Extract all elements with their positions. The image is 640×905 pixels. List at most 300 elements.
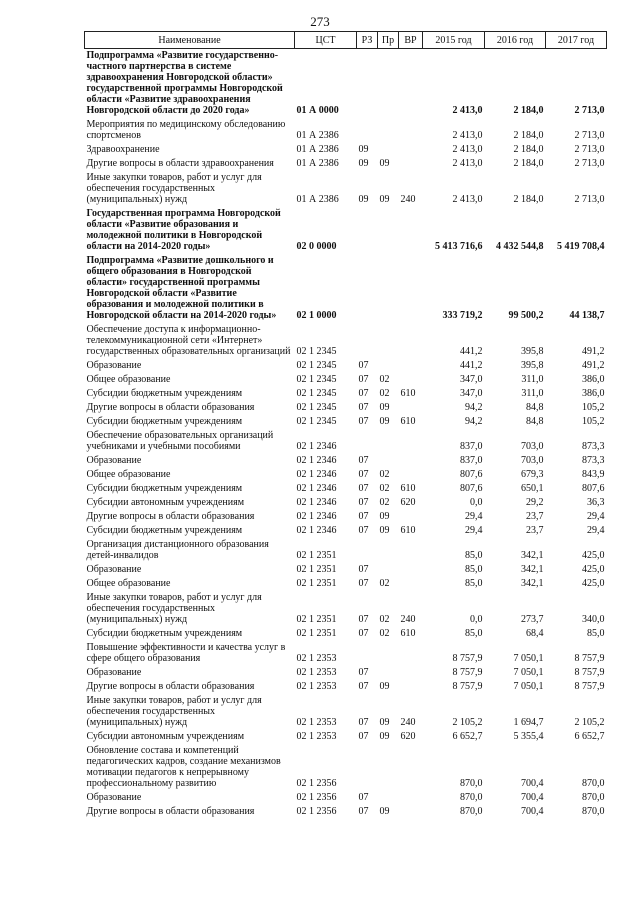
row-value-2016: 395,8	[521, 360, 544, 371]
row-rz-code: 07	[358, 483, 369, 494]
row-value-2016: 7 050,1	[513, 667, 544, 678]
row-value-2015: 870,0	[460, 778, 483, 789]
row-value-2017: 2 713,0	[574, 158, 605, 169]
row-cst-code: 02 1 2345	[296, 388, 337, 399]
row-value-2016: 2 184,0	[513, 105, 544, 116]
row-value-2017: 85,0	[587, 628, 605, 639]
row-value-2017: 105,2	[582, 416, 605, 427]
row-value-2015: 85,0	[465, 628, 483, 639]
row-pr-code: 02	[379, 483, 390, 494]
row-cst-code: 02 1 2345	[296, 374, 337, 385]
row-vr-code	[399, 254, 423, 323]
table-row	[85, 496, 607, 510]
row-vr-code	[399, 454, 423, 468]
row-pr-code	[378, 429, 399, 454]
row-value-2016: 703,0	[521, 441, 544, 452]
row-value-2015: 0,0	[470, 497, 483, 508]
table-row	[85, 482, 607, 496]
row-pr-code	[378, 454, 399, 468]
row-value-2015: 2 413,0	[452, 130, 483, 141]
row-value-2015: 2 413,0	[452, 158, 483, 169]
row-value-2015: 8 757,9	[452, 653, 483, 664]
row-cst-code: 01 А 2386	[296, 130, 339, 141]
row-vr-code	[399, 323, 423, 359]
table-row	[85, 627, 607, 641]
row-rz-code: 07	[358, 792, 369, 803]
row-rz-code	[357, 323, 378, 359]
row-value-2017: 44 138,7	[569, 310, 605, 321]
table-row	[85, 415, 607, 429]
row-value-2015: 347,0	[460, 388, 483, 399]
row-cst-code: 02 1 2351	[296, 614, 337, 625]
column-header-vr: ВР	[399, 32, 423, 49]
row-name: Мероприятия по медицинскому обследованию спортсменов	[86, 119, 286, 141]
row-cst-code: 02 1 2345	[296, 416, 337, 427]
row-cst-code: 02 1 2356	[296, 778, 337, 789]
row-value-2016: 700,4	[521, 806, 544, 817]
column-header-cst: ЦСТ	[295, 32, 357, 49]
table-row	[85, 359, 607, 373]
row-vr-code	[399, 744, 423, 791]
row-name: Образование	[86, 360, 142, 371]
table-row	[85, 143, 607, 157]
row-vr-code	[399, 538, 423, 563]
row-rz-code: 07	[358, 388, 369, 399]
row-pr-code	[378, 359, 399, 373]
table-row	[85, 641, 607, 666]
row-name: Другие вопросы в области образования	[86, 402, 255, 413]
row-vr-code	[399, 468, 423, 482]
row-name: Образование	[86, 455, 142, 466]
row-value-2016: 99 500,2	[508, 310, 544, 321]
row-value-2017: 386,0	[582, 374, 605, 385]
row-name: Общее образование	[86, 374, 171, 385]
row-cst-code: 01 А 2386	[296, 144, 339, 155]
row-value-2016: 679,3	[521, 469, 544, 480]
column-header-name: Наименование	[85, 32, 295, 49]
table-row	[85, 805, 607, 819]
row-name: Другие вопросы в области образования	[86, 511, 255, 522]
row-value-2017: 843,9	[582, 469, 605, 480]
row-cst-code: 02 1 2346	[296, 483, 337, 494]
row-name: Здравоохранение	[86, 144, 160, 155]
row-value-2016: 7 050,1	[513, 681, 544, 692]
row-pr-code: 09	[379, 158, 390, 169]
row-pr-code: 09	[379, 416, 390, 427]
table-row	[85, 538, 607, 563]
row-value-2016: 7 050,1	[513, 653, 544, 664]
row-vr-code	[399, 143, 423, 157]
row-pr-code	[378, 143, 399, 157]
row-name: Иные закупки товаров, работ и услуг для обеспечения государственных (муниципальных) нужд	[86, 172, 262, 205]
row-vr-code	[399, 373, 423, 387]
row-value-2017: 6 652,7	[574, 731, 605, 742]
row-rz-code: 07	[358, 614, 369, 625]
row-name: Образование	[86, 564, 142, 575]
row-rz-code: 07	[358, 717, 369, 728]
row-cst-code: 02 1 2345	[296, 346, 337, 357]
row-cst-code: 01 А 0000	[296, 105, 339, 116]
row-value-2015: 2 413,0	[452, 194, 483, 205]
row-cst-code: 02 1 2353	[296, 717, 337, 728]
row-vr-code	[399, 401, 423, 415]
row-value-2015: 5 413 716,6	[435, 241, 483, 252]
row-value-2016: 395,8	[521, 346, 544, 357]
row-value-2015: 807,6	[460, 483, 483, 494]
row-pr-code: 09	[379, 806, 390, 817]
row-pr-code	[378, 666, 399, 680]
row-cst-code: 02 1 2346	[296, 469, 337, 480]
row-name: Иные закупки товаров, работ и услуг для обеспечения государственных (муниципальных) нужд	[86, 695, 262, 728]
row-value-2015: 0,0	[470, 614, 483, 625]
table-row	[85, 49, 607, 119]
table-row	[85, 171, 607, 207]
row-value-2016: 5 355,4	[513, 731, 544, 742]
row-value-2017: 8 757,9	[574, 667, 605, 678]
row-pr-code: 02	[379, 469, 390, 480]
row-value-2016: 2 184,0	[513, 158, 544, 169]
row-vr-code	[399, 805, 423, 819]
row-value-2016: 23,7	[526, 525, 544, 536]
row-rz-code	[357, 744, 378, 791]
row-name: Повышение эффективности и качества услуг в сфере общего образования	[86, 642, 286, 664]
row-name: Субсидии автономным учреждениям	[86, 497, 245, 508]
row-value-2017: 340,0	[582, 614, 605, 625]
row-name: Общее образование	[86, 469, 171, 480]
row-rz-code: 07	[358, 469, 369, 480]
row-value-2015: 347,0	[460, 374, 483, 385]
row-pr-code	[378, 118, 399, 143]
row-value-2016: 2 184,0	[513, 194, 544, 205]
row-value-2015: 441,2	[460, 360, 483, 371]
row-vr-code: 240	[400, 717, 416, 728]
row-rz-code: 07	[358, 360, 369, 371]
row-value-2017: 8 757,9	[574, 681, 605, 692]
row-pr-code: 02	[379, 614, 390, 625]
table-row	[85, 577, 607, 591]
row-vr-code: 610	[400, 416, 416, 427]
row-pr-code: 02	[379, 628, 390, 639]
row-value-2015: 8 757,9	[452, 681, 483, 692]
row-name: Субсидии бюджетным учреждениям	[86, 525, 243, 536]
row-pr-code	[378, 207, 399, 254]
row-name: Образование	[86, 792, 142, 803]
row-vr-code	[399, 563, 423, 577]
row-pr-code	[378, 791, 399, 805]
row-value-2015: 94,2	[465, 402, 483, 413]
row-value-2015: 94,2	[465, 416, 483, 427]
row-pr-code: 02	[379, 497, 390, 508]
row-value-2017: 873,3	[582, 441, 605, 452]
row-name: Иные закупки товаров, работ и услуг для обеспечения государственных (муниципальных) нужд	[86, 592, 262, 625]
row-pr-code	[378, 744, 399, 791]
row-pr-code: 09	[379, 511, 390, 522]
row-value-2016: 703,0	[521, 455, 544, 466]
row-name: Субсидии бюджетным учреждениям	[86, 628, 243, 639]
row-rz-code: 09	[358, 144, 369, 155]
row-value-2017: 425,0	[582, 564, 605, 575]
table-row	[85, 454, 607, 468]
row-pr-code: 09	[379, 525, 390, 536]
row-value-2015: 2 105,2	[452, 717, 483, 728]
row-cst-code: 02 1 2351	[296, 578, 337, 589]
column-header-2017: 2017 год	[546, 32, 607, 49]
row-value-2016: 700,4	[521, 778, 544, 789]
row-vr-code	[399, 429, 423, 454]
row-cst-code: 02 1 2356	[296, 792, 337, 803]
row-value-2015: 2 413,0	[452, 144, 483, 155]
row-rz-code: 07	[358, 806, 369, 817]
row-vr-code: 610	[400, 483, 416, 494]
row-cst-code: 02 1 0000	[296, 310, 337, 321]
row-vr-code: 240	[400, 614, 416, 625]
row-value-2016: 700,4	[521, 792, 544, 803]
row-value-2015: 85,0	[465, 550, 483, 561]
row-rz-code	[357, 429, 378, 454]
row-cst-code: 02 1 2351	[296, 564, 337, 575]
row-value-2016: 273,7	[521, 614, 544, 625]
row-cst-code: 02 1 2346	[296, 525, 337, 536]
row-name: Другие вопросы в области здравоохранения	[86, 158, 274, 169]
row-cst-code: 02 1 2346	[296, 441, 337, 452]
row-name: Субсидии бюджетным учреждениям	[86, 483, 243, 494]
row-pr-code	[378, 254, 399, 323]
table-row	[85, 468, 607, 482]
row-rz-code: 07	[358, 681, 369, 692]
row-value-2017: 870,0	[582, 778, 605, 789]
row-name: Образование	[86, 667, 142, 678]
row-value-2017: 29,4	[587, 511, 605, 522]
row-vr-code	[399, 118, 423, 143]
row-name: Другие вопросы в области образования	[86, 681, 255, 692]
row-rz-code: 07	[358, 731, 369, 742]
row-vr-code	[399, 510, 423, 524]
budget-table	[84, 31, 607, 819]
row-rz-code: 07	[358, 374, 369, 385]
row-rz-code: 07	[358, 628, 369, 639]
row-cst-code: 02 1 2345	[296, 402, 337, 413]
table-row	[85, 591, 607, 627]
table-row	[85, 387, 607, 401]
row-value-2015: 807,6	[460, 469, 483, 480]
row-rz-code: 07	[358, 525, 369, 536]
table-row	[85, 207, 607, 254]
row-value-2015: 870,0	[460, 792, 483, 803]
row-name: Обеспечение образовательных организаций учебниками и учебными пособиями	[86, 430, 274, 452]
row-cst-code: 01 А 2386	[296, 194, 339, 205]
row-vr-code	[399, 49, 423, 119]
row-rz-code: 07	[358, 416, 369, 427]
row-value-2017: 807,6	[582, 483, 605, 494]
column-header-2015: 2015 год	[423, 32, 485, 49]
row-pr-code: 09	[379, 681, 390, 692]
table-header	[85, 32, 607, 49]
row-cst-code: 02 1 2353	[296, 667, 337, 678]
row-rz-code	[357, 207, 378, 254]
row-value-2016: 84,8	[526, 416, 544, 427]
row-name: Субсидии бюджетным учреждениям	[86, 388, 243, 399]
row-pr-code: 02	[379, 374, 390, 385]
table-row	[85, 401, 607, 415]
row-value-2017: 36,3	[587, 497, 605, 508]
row-pr-code	[378, 323, 399, 359]
row-vr-code	[399, 666, 423, 680]
row-value-2015: 6 652,7	[452, 731, 483, 742]
row-name: Субсидии автономным учреждениям	[86, 731, 245, 742]
row-vr-code: 620	[400, 731, 416, 742]
row-cst-code: 02 1 2351	[296, 628, 337, 639]
row-value-2015: 85,0	[465, 564, 483, 575]
row-value-2017: 8 757,9	[574, 653, 605, 664]
row-value-2017: 386,0	[582, 388, 605, 399]
row-cst-code: 02 1 2353	[296, 653, 337, 664]
table-row	[85, 254, 607, 323]
page-number: 273	[310, 14, 330, 29]
row-value-2017: 870,0	[582, 792, 605, 803]
row-name: Государственная программа Новгородской области «Развитие образования и молодежной политики в Новгородской области на 2014-2020 годы»	[86, 208, 281, 252]
row-value-2017: 5 419 708,4	[557, 241, 605, 252]
row-name: Обеспечение доступа к информационно-телекоммуникационной сети «Интернет» государственных образовательных организаций	[86, 324, 291, 357]
row-rz-code	[357, 641, 378, 666]
table-row	[85, 666, 607, 680]
row-vr-code	[399, 207, 423, 254]
row-value-2017: 105,2	[582, 402, 605, 413]
row-cst-code: 02 1 2351	[296, 550, 337, 561]
row-vr-code: 240	[400, 194, 416, 205]
row-value-2015: 29,4	[465, 525, 483, 536]
row-value-2016: 68,4	[526, 628, 544, 639]
row-value-2016: 4 432 544,8	[496, 241, 544, 252]
row-value-2015: 837,0	[460, 455, 483, 466]
row-value-2015: 85,0	[465, 578, 483, 589]
row-cst-code: 02 1 2356	[296, 806, 337, 817]
row-pr-code: 09	[379, 194, 390, 205]
row-name: Общее образование	[86, 578, 171, 589]
row-value-2017: 870,0	[582, 806, 605, 817]
row-value-2015: 333 719,2	[442, 310, 483, 321]
row-vr-code: 610	[400, 388, 416, 399]
row-pr-code	[378, 49, 399, 119]
row-value-2016: 2 184,0	[513, 130, 544, 141]
row-rz-code: 07	[358, 402, 369, 413]
row-pr-code: 09	[379, 402, 390, 413]
row-vr-code: 610	[400, 628, 416, 639]
table-row	[85, 680, 607, 694]
table-row	[85, 744, 607, 791]
row-cst-code: 02 0 0000	[296, 241, 337, 252]
table-row	[85, 429, 607, 454]
row-pr-code: 09	[379, 717, 390, 728]
row-value-2015: 441,2	[460, 346, 483, 357]
row-pr-code: 09	[379, 731, 390, 742]
row-vr-code: 610	[400, 525, 416, 536]
row-cst-code: 02 1 2353	[296, 731, 337, 742]
row-value-2017: 425,0	[582, 578, 605, 589]
table-row	[85, 524, 607, 538]
row-vr-code	[399, 359, 423, 373]
table-row	[85, 118, 607, 143]
row-vr-code	[399, 791, 423, 805]
row-value-2017: 491,2	[582, 360, 605, 371]
row-name: Подпрограмма «Развитие государственно-частного партнерства в системе здравоохранения Новгородской области» государственной программы Новгородской области «Развитие здравоохранения Новгородской области до 2020 года»	[86, 50, 283, 116]
row-rz-code: 07	[358, 667, 369, 678]
row-name: Обновление состава и компетенций педагогических кадров, создание механизмов мотивации педагогов к непрерывному профессиональному развитию	[86, 745, 281, 789]
column-header-pr: Пр	[378, 32, 399, 49]
column-header-2016: 2016 год	[485, 32, 546, 49]
row-pr-code: 02	[379, 388, 390, 399]
row-value-2017: 873,3	[582, 455, 605, 466]
row-value-2015: 8 757,9	[452, 667, 483, 678]
table-row	[85, 323, 607, 359]
table-row	[85, 563, 607, 577]
row-vr-code	[399, 157, 423, 171]
table-row	[85, 157, 607, 171]
row-value-2017: 2 713,0	[574, 194, 605, 205]
row-rz-code: 07	[358, 511, 369, 522]
row-value-2016: 1 694,7	[513, 717, 544, 728]
table-row	[85, 730, 607, 744]
row-pr-code	[378, 641, 399, 666]
row-rz-code	[357, 254, 378, 323]
row-value-2017: 425,0	[582, 550, 605, 561]
row-cst-code: 02 1 2346	[296, 511, 337, 522]
row-rz-code: 07	[358, 455, 369, 466]
table-body	[85, 49, 607, 820]
row-name: Другие вопросы в области образования	[86, 806, 255, 817]
row-pr-code	[378, 563, 399, 577]
row-value-2015: 870,0	[460, 806, 483, 817]
row-pr-code	[378, 538, 399, 563]
column-header-rz: РЗ	[357, 32, 378, 49]
row-value-2016: 342,1	[521, 578, 544, 589]
row-value-2017: 29,4	[587, 525, 605, 536]
table-row	[85, 694, 607, 730]
row-rz-code	[357, 49, 378, 119]
row-rz-code	[357, 118, 378, 143]
row-value-2016: 342,1	[521, 564, 544, 575]
row-value-2015: 837,0	[460, 441, 483, 452]
row-value-2016: 23,7	[526, 511, 544, 522]
row-rz-code	[357, 538, 378, 563]
row-value-2016: 29,2	[526, 497, 544, 508]
row-value-2016: 2 184,0	[513, 144, 544, 155]
row-name: Субсидии бюджетным учреждениям	[86, 416, 243, 427]
row-value-2017: 2 713,0	[574, 105, 605, 116]
row-name: Подпрограмма «Развитие дошкольного и общего образования в Новгородской области» государственной программы Новгородской области «Развитие образования и молодежной политики в Новгородской области на 2014-2020 годы»	[86, 255, 277, 321]
row-value-2017: 2 105,2	[574, 717, 605, 728]
row-cst-code: 02 1 2345	[296, 360, 337, 371]
row-cst-code: 01 А 2386	[296, 158, 339, 169]
row-value-2016: 342,1	[521, 550, 544, 561]
table-row	[85, 791, 607, 805]
row-value-2016: 311,0	[521, 374, 544, 385]
row-value-2016: 84,8	[526, 402, 544, 413]
row-rz-code: 07	[358, 497, 369, 508]
row-cst-code: 02 1 2353	[296, 681, 337, 692]
row-rz-code: 07	[358, 564, 369, 575]
row-value-2015: 2 413,0	[452, 105, 483, 116]
row-pr-code: 02	[379, 578, 390, 589]
row-value-2015: 29,4	[465, 511, 483, 522]
row-value-2016: 311,0	[521, 388, 544, 399]
table-row	[85, 510, 607, 524]
row-cst-code: 02 1 2346	[296, 455, 337, 466]
row-vr-code	[399, 641, 423, 666]
row-value-2016: 650,1	[521, 483, 544, 494]
row-vr-code: 620	[400, 497, 416, 508]
row-rz-code: 09	[358, 158, 369, 169]
row-vr-code	[399, 577, 423, 591]
